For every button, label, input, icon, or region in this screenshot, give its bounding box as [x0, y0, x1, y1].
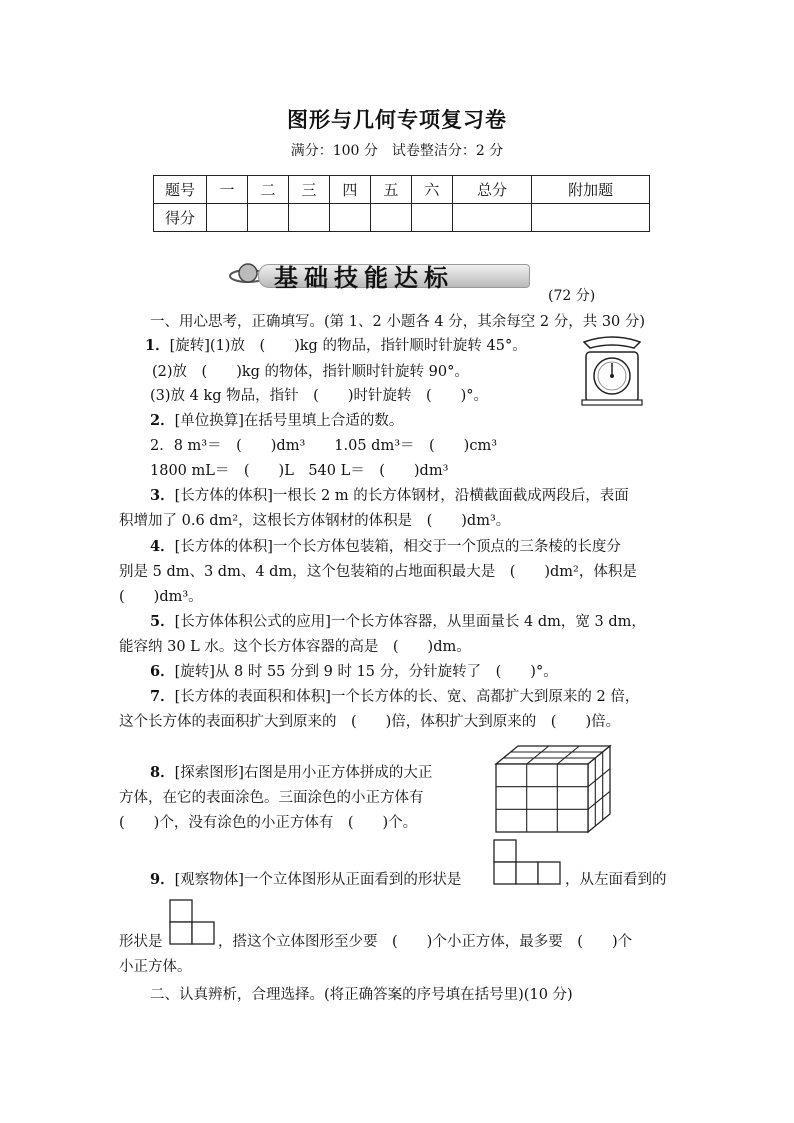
- score-blank-cell[interactable]: [288, 204, 329, 232]
- question-7-line2: 这个长方体的表面积扩大到原来的 ( )倍，体积扩大到原来的 ( )倍。: [119, 714, 621, 730]
- question-number: 4．: [150, 538, 175, 555]
- question-number: 8．: [150, 764, 175, 781]
- question-number: 5．: [150, 613, 175, 630]
- question-text: [长方体的体积]一个长方体包装箱，相交于一个顶点的三条棱的长度分: [174, 539, 621, 555]
- question-3: [150, 486, 629, 506]
- question-number: 6．: [150, 663, 175, 680]
- score-table-cell: 五: [370, 176, 411, 204]
- left-view-shape: [168, 898, 218, 948]
- question-text: [长方体的体积]一根长 2 m 的长方体钢材，沿横截面截成两段后，表面: [174, 488, 629, 504]
- question-2-line3: 1800 mL＝ ( )L 540 L＝ ( )dm³: [150, 463, 449, 479]
- question-8: [150, 763, 432, 783]
- question-1: [145, 336, 527, 356]
- score-table-score-row: [154, 204, 650, 232]
- question-6: [150, 662, 558, 682]
- question-text: [单位换算]在括号里填上合适的数。: [174, 413, 404, 429]
- score-blank-cell[interactable]: [207, 204, 248, 232]
- question-text: [旋转]从 8 时 55 分到 9 时 15 分，分针旋转了 ( )°。: [174, 664, 558, 680]
- question-text: [观察物体]一个立体图形从正面看到的形状是: [174, 872, 462, 888]
- question-number: 1．: [145, 337, 170, 354]
- score-table-cell: 总分: [452, 176, 531, 204]
- score-table-cell: 题号: [154, 176, 207, 204]
- question-number: 3．: [150, 487, 175, 504]
- question-text: [长方体的表面积和体积]一个长方体的长、宽、高都扩大到原来的 2 倍，: [174, 689, 640, 705]
- cube-3x3x3-figure: [492, 742, 614, 834]
- question-text: [探索图形]右图是用小正方体拼成的大正: [174, 765, 433, 781]
- question-4-line2: 别是 5 dm、3 dm、4 dm，这个包装箱的占地面积最大是 ( )dm²，体积是: [119, 564, 637, 580]
- score-blank-cell[interactable]: [370, 204, 411, 232]
- score-blank-cell[interactable]: [247, 204, 288, 232]
- part2-heading: 二、认真辨析，合理选择。(将正确答案的序号填在括号里)(10 分): [150, 987, 573, 1003]
- question-7: [150, 687, 639, 707]
- score-table-cell: 四: [329, 176, 370, 204]
- score-blank-cell[interactable]: [329, 204, 370, 232]
- question-5: [150, 612, 646, 632]
- score-table-cell: 三: [288, 176, 329, 204]
- question-1-line2: (2)放 ( )kg 的物体，指针顺时针旋转 90°。: [152, 364, 469, 380]
- question-9-line2a: 形状是: [119, 934, 163, 950]
- section-score: (72 分): [548, 288, 596, 304]
- score-table-cell: 六: [411, 176, 452, 204]
- question-4: [150, 537, 621, 557]
- part1-heading: 一、用心思考，正确填写。(第 1、2 小题各 4 分，其余每空 2 分，共 30 分): [150, 314, 646, 330]
- section-banner: [228, 258, 518, 292]
- question-text: [旋转](1)放 ( )kg 的物品，指针顺时针旋转 45°。: [169, 338, 527, 354]
- page-title: 图形与几何专项复习卷: [287, 107, 507, 132]
- question-9: [150, 870, 461, 890]
- question-text: [长方体体积公式的应用]一个长方体容器，从里面量长 4 dm，宽 3 dm，: [174, 614, 646, 630]
- score-table-cell: 二: [247, 176, 288, 204]
- question-9-line2b: ，搭这个立体图形至少要 ( )个小正方体，最多要 ( )个: [218, 934, 633, 950]
- score-table-cell: 一: [207, 176, 248, 204]
- question-5-line2: 能容纳 30 L 水。这个长方体容器的高是 ( )dm。: [119, 639, 471, 655]
- front-view-shape: [492, 838, 564, 886]
- score-table-header-row: [154, 176, 650, 204]
- score-table-cell: 得分: [154, 204, 207, 232]
- score-table: [153, 175, 650, 232]
- section-title: 基础技能达标: [274, 264, 454, 292]
- question-4-line3: ( )dm³。: [119, 589, 203, 605]
- question-8-line3: ( )个，没有涂色的小正方体有 ( )个。: [119, 815, 418, 831]
- page-subtitle: 满分：100 分 试卷整洁分：2 分: [290, 143, 504, 159]
- score-table-cell: 附加题: [532, 176, 650, 204]
- question-2: [150, 411, 403, 431]
- question-2-line2: 2．8 m³＝ ( )dm³ 1.05 dm³＝ ( )cm³: [150, 438, 498, 454]
- question-1-line3: (3)放 4 kg 物品，指针 ( )时针旋转 ( )°。: [150, 388, 489, 404]
- question-9-line1b: ，从左面看到的: [565, 872, 667, 888]
- question-number: 9．: [150, 871, 175, 888]
- question-number: 7．: [150, 688, 175, 705]
- score-blank-cell[interactable]: [411, 204, 452, 232]
- score-blank-cell[interactable]: [452, 204, 531, 232]
- question-number: 2．: [150, 412, 175, 429]
- kitchen-scale-icon: [576, 334, 648, 408]
- question-8-line2: 方体，在它的表面涂色。三面涂色的小正方体有: [119, 790, 424, 806]
- question-3-line2: 积增加了 0.6 dm²，这根长方体钢材的体积是 ( )dm³。: [119, 513, 511, 529]
- score-blank-cell[interactable]: [532, 204, 650, 232]
- question-9-line3: 小正方体。: [119, 959, 192, 975]
